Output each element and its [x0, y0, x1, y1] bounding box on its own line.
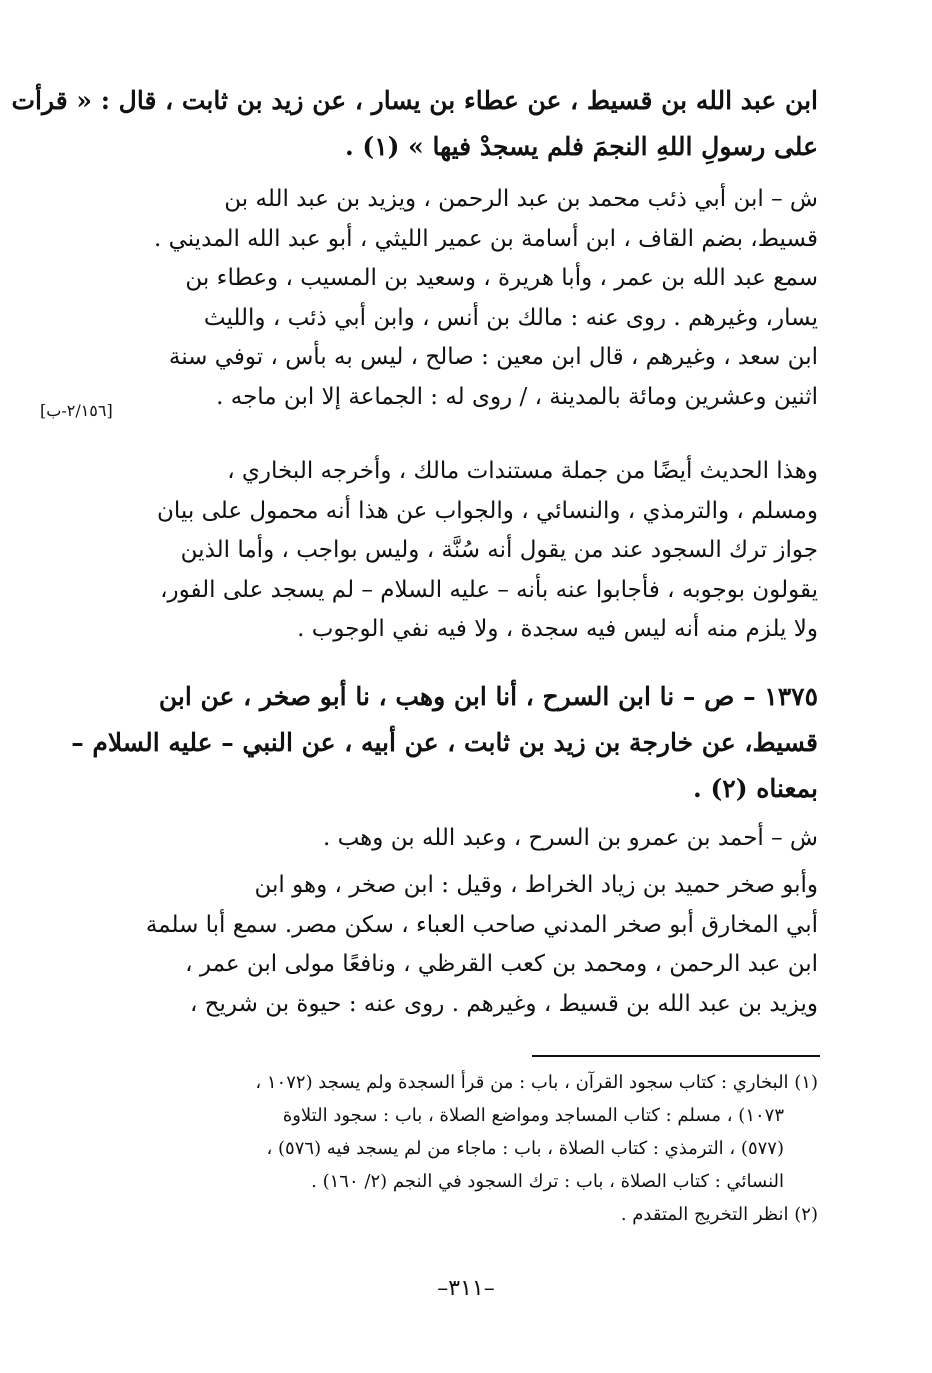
text-line: اثنين وعشرين ومائة بالمدينة ، / روى له : الجماعة إلا ابن ماجه .: [216, 383, 818, 410]
text-line: قسيط، عن خارجة بن زيد بن ثابت ، عن أبيه ، عن النبي – عليه السلام –: [71, 728, 818, 757]
footnote-line: (٥٧٧) ، الترمذي : كتاب الصلاة ، باب : ماجاء من لم يسجد فيه (٥٧٦) ،: [266, 1138, 784, 1159]
text-line: ابن عبد الرحمن ، ومحمد بن كعب القرظي ، ونافعًا مولى ابن عمر ،: [185, 951, 818, 977]
manuscript-folio-note: [٢/١٥٦-ب]: [40, 401, 113, 420]
text-line: أبي المخارق أبو صخر المدني صاحب العباء ، سكن مصر. سمع أبا سلمة: [145, 911, 818, 938]
text-line: ش – ابن أبي ذئب محمد بن عبد الرحمن ، ويزيد بن عبد الله بن: [224, 186, 818, 212]
page-number: –٣١١–: [437, 1276, 495, 1301]
text-line: وأبو صخر حميد بن زياد الخراط ، وقيل : ابن صخر ، وهو ابن: [254, 872, 818, 898]
footnote-line: النسائي : كتاب الصلاة ، باب : ترك السجود في النجم (٢/ ١٦٠) .: [311, 1171, 784, 1192]
text-line: بمعناه (٢) .: [693, 774, 818, 803]
footnote-line: ١٠٧٣) ، مسلم : كتاب المساجد ومواضع الصلاة ، باب : سجود التلاوة: [282, 1105, 784, 1126]
text-line: يسار، وغيرهم . روى عنه : مالك بن أنس ، وابن أبي ذئب ، والليث: [203, 304, 818, 331]
sharh-paragraph-2: [128, 452, 818, 650]
text-line: سمع عبد الله بن عمر ، وأبا هريرة ، وسعيد بن المسيب ، وعطاء بن: [185, 265, 818, 291]
footnotes: [128, 1066, 818, 1231]
sharh-paragraph-4: [128, 866, 818, 1024]
footnote-line: (١) البخاري : كتاب سجود القرآن ، باب : من قرأ السجدة ولم يسجد (١٠٧٢ ،: [255, 1072, 818, 1093]
text-line: ويزيد بن عبد الله بن قسيط ، وغيرهم . روى عنه : حيوة بن شريح ،: [189, 990, 818, 1017]
hadith-1375: [71, 674, 818, 812]
sharh-paragraph-3: [128, 818, 818, 858]
sharh-paragraph-1: [128, 180, 818, 417]
text-line: ابن عبد الله بن قسيط ، عن عطاء بن يسار ، عن زيد بن ثابت ، قال : « قرأت: [11, 86, 818, 115]
text-line: ولا يلزم منه أنه ليس فيه سجدة ، ولا فيه نفي الوجوب .: [297, 616, 818, 642]
footnote-separator: [532, 1055, 820, 1057]
text-line: جواز ترك السجود عند من يقول أنه سُنَّة ، وليس بواجب ، وأما الذين: [180, 537, 818, 563]
text-line: على رسولِ اللهِ النجمَ فلم يسجدْ فيها » (١) .: [344, 132, 818, 161]
text-line: ابن سعد ، وغيرهم ، قال ابن معين : صالح ، ليس به بأس ، توفي سنة: [168, 344, 818, 370]
text-line: ١٣٧٥ – ص – نا ابن السرح ، أنا ابن وهب ، نا أبو صخر ، عن ابن: [158, 682, 818, 711]
text-line: وهذا الحديث أيضًا من جملة مستندات مالك ، وأخرجه البخاري ،: [227, 458, 818, 484]
text-line: ش – أحمد بن عمرو بن السرح ، وعبد الله بن وهب .: [322, 825, 818, 851]
text-line: يقولون بوجوبه ، فأجابوا عنه بأنه – عليه السلام – لم يسجد على الفور،: [160, 576, 818, 603]
hadith-1374-end: [11, 78, 818, 170]
text-line: قسيط، بضم القاف ، ابن أسامة بن عمير الليثي ، أبو عبد الله المديني .: [153, 225, 818, 252]
text-line: ومسلم ، والترمذي ، والنسائي ، والجواب عن هذا أنه محمول على بيان: [157, 497, 818, 524]
footnote-line: (٢) انظر التخريج المتقدم .: [620, 1204, 818, 1225]
